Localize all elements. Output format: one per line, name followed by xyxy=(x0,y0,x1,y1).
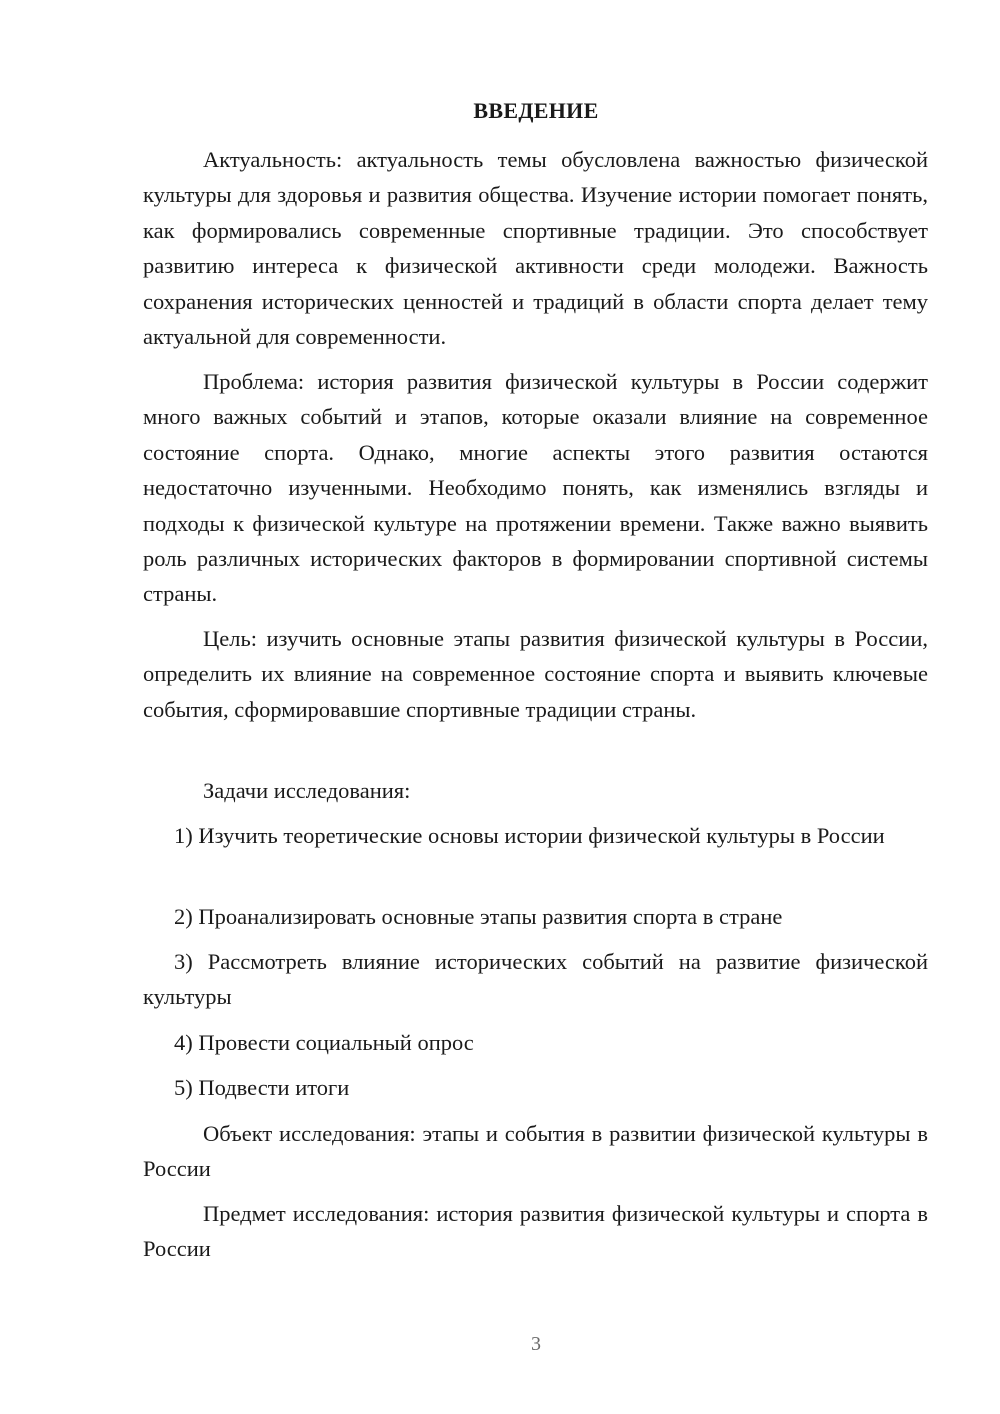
subject-paragraph: Предмет исследования: история развития физической культуры и спорта в России xyxy=(143,1201,928,1262)
task-item-4: 4) Провести социальный опрос xyxy=(174,1030,474,1055)
page-title: ВВЕДЕНИЕ xyxy=(473,98,599,123)
page-number: 3 xyxy=(531,1333,541,1355)
tasks-heading: Задачи исследования: xyxy=(203,778,411,803)
object-paragraph: Объект исследования: этапы и события в развитии физической культуры в России xyxy=(143,1121,928,1182)
task-item-2: 2) Проанализировать основные этапы развития спорта в стране xyxy=(174,904,783,929)
task-item-3: 3) Рассмотреть влияние исторических событий на развитие физической культуры xyxy=(143,949,928,1010)
relevance-paragraph: Актуальность: актуальность темы обусловлена важностью физической культуры для здоровья и развития общества. Изучение истории помогает понять, как формировались современные спортивные традиции. Это способствует развитию интереса к физической активности среди молодежи. Важность сохранения исторических ценностей и традиций в области спорта делает тему актуальной для современности. xyxy=(143,147,928,350)
goal-paragraph: Цель: изучить основные этапы развития физической культуры в России, определить их влияние на современное состояние спорта и выявить ключевые события, сформировавшие спортивные традиции страны. xyxy=(143,626,928,722)
task-item-5: 5) Подвести итоги xyxy=(174,1075,350,1100)
problem-paragraph: Проблема: история развития физической культуры в России содержит много важных событий и этапов, которые оказали влияние на современное состояние спорта. Однако, многие аспекты этого развития остаются недостаточно изученными. Необходимо понять, как изменялись взгляды и подходы к физической культуре на протяжении времени. Также важно выявить роль различных исторических факторов в формировании спортивной системы страны. xyxy=(143,369,928,607)
task-item-1: 1) Изучить теоретические основы истории физической культуры в России xyxy=(174,823,885,848)
